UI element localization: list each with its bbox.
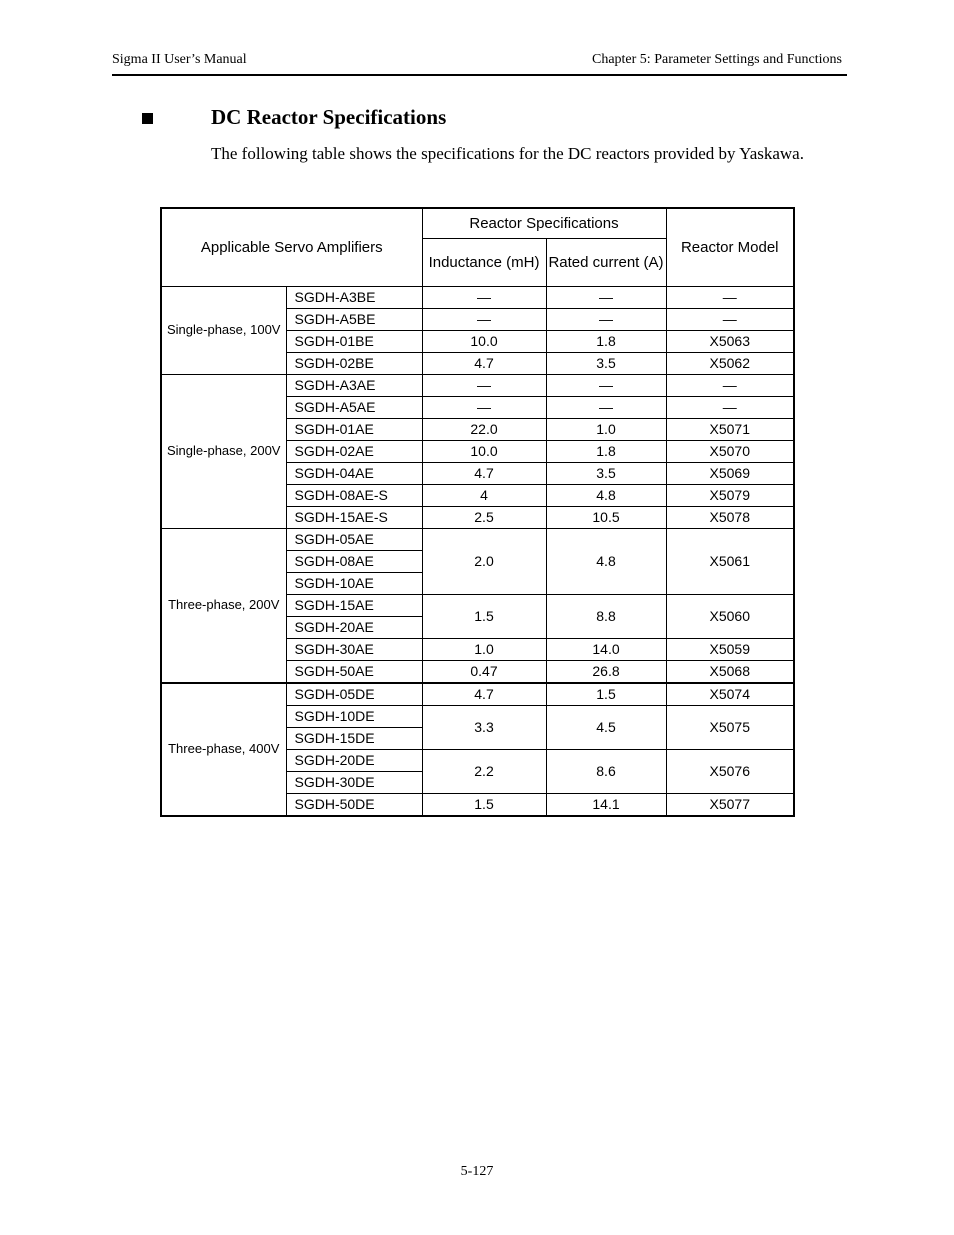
reactor-model-cell: X5070 <box>666 440 794 462</box>
table-row-model: SGDH-30DE <box>286 771 422 793</box>
inductance-cell: 3.3 <box>422 705 546 749</box>
reactor-model-cell: X5061 <box>666 528 794 594</box>
rated-current-cell: 3.5 <box>546 462 666 484</box>
table-row-model: SGDH-15DE <box>286 727 422 749</box>
table-row-model: SGDH-10DE <box>286 705 422 727</box>
table-row-model: SGDH-15AE-S <box>286 506 422 528</box>
phase-label: Single-phase, 100V <box>161 286 286 374</box>
square-bullet-icon <box>142 113 153 124</box>
reactor-model-cell: X5069 <box>666 462 794 484</box>
rated-current-cell: — <box>546 286 666 308</box>
dc-reactor-spec-table <box>160 207 795 817</box>
table-row-model: SGDH-30AE <box>286 638 422 660</box>
table-row-model: SGDH-20DE <box>286 749 422 771</box>
rated-current-cell: 4.8 <box>546 484 666 506</box>
reactor-model-cell: X5060 <box>666 594 794 638</box>
table-row-model: SGDH-20AE <box>286 616 422 638</box>
inductance-cell: — <box>422 308 546 330</box>
reactor-model-cell: X5074 <box>666 683 794 706</box>
rated-current-cell: 3.5 <box>546 352 666 374</box>
table-row-model: SGDH-05DE <box>286 683 422 706</box>
header-rule <box>112 74 847 76</box>
reactor-model-cell: X5075 <box>666 705 794 749</box>
header-reactor-model: Reactor Model <box>666 208 794 286</box>
inductance-cell: 10.0 <box>422 440 546 462</box>
rated-current-cell: 4.8 <box>546 528 666 594</box>
inductance-cell: — <box>422 374 546 396</box>
rated-current-cell: 8.8 <box>546 594 666 638</box>
inductance-cell: 10.0 <box>422 330 546 352</box>
rated-current-cell: 8.6 <box>546 749 666 793</box>
table-row-model: SGDH-10AE <box>286 572 422 594</box>
reactor-model-cell: X5068 <box>666 660 794 683</box>
table-row-model: SGDH-01AE <box>286 418 422 440</box>
rated-current-cell: 14.1 <box>546 793 666 816</box>
phase-label: Three-phase, 400V <box>161 683 286 816</box>
section-title: DC Reactor Specifications <box>211 105 447 129</box>
page-number: 5-127 <box>460 1164 494 1179</box>
rated-current-cell: 14.0 <box>546 638 666 660</box>
rated-current-cell: 4.5 <box>546 705 666 749</box>
rated-current-cell: 1.5 <box>546 683 666 706</box>
reactor-model-cell: X5062 <box>666 352 794 374</box>
rated-current-cell: 1.8 <box>546 330 666 352</box>
table-row-model: SGDH-A5BE <box>286 308 422 330</box>
inductance-cell: 1.5 <box>422 793 546 816</box>
rated-current-cell: 26.8 <box>546 660 666 683</box>
header-inductance: Inductance (mH) <box>422 238 546 286</box>
reactor-model-cell: — <box>666 374 794 396</box>
reactor-model-cell: X5071 <box>666 418 794 440</box>
inductance-cell: 0.47 <box>422 660 546 683</box>
table-row-model: SGDH-08AE <box>286 550 422 572</box>
inductance-cell: 1.0 <box>422 638 546 660</box>
reactor-model-cell: — <box>666 308 794 330</box>
phase-label: Single-phase, 200V <box>161 374 286 528</box>
rated-current-cell: — <box>546 374 666 396</box>
table-row-model: SGDH-01BE <box>286 330 422 352</box>
inductance-cell: — <box>422 286 546 308</box>
reactor-model-cell: X5063 <box>666 330 794 352</box>
inductance-cell: 4.7 <box>422 462 546 484</box>
rated-current-cell: 10.5 <box>546 506 666 528</box>
inductance-cell: 4.7 <box>422 683 546 706</box>
header-reactor-specifications: Reactor Specifications <box>422 208 666 238</box>
running-header-left: Sigma II User’s Manual <box>112 52 247 67</box>
inductance-cell: 1.5 <box>422 594 546 638</box>
reactor-model-cell: X5076 <box>666 749 794 793</box>
reactor-model-cell: X5078 <box>666 506 794 528</box>
rated-current-cell: — <box>546 308 666 330</box>
table-row-model: SGDH-50AE <box>286 660 422 683</box>
table-row-model: SGDH-A3AE <box>286 374 422 396</box>
rated-current-cell: — <box>546 396 666 418</box>
reactor-model-cell: — <box>666 396 794 418</box>
rated-current-cell: 1.8 <box>546 440 666 462</box>
table-row-model: SGDH-05AE <box>286 528 422 550</box>
table-row-model: SGDH-02BE <box>286 352 422 374</box>
table-row-model: SGDH-02AE <box>286 440 422 462</box>
reactor-model-cell: X5077 <box>666 793 794 816</box>
inductance-cell: 2.2 <box>422 749 546 793</box>
phase-label: Three-phase, 200V <box>161 528 286 683</box>
table-row-model: SGDH-15AE <box>286 594 422 616</box>
inductance-cell: 4.7 <box>422 352 546 374</box>
reactor-model-cell: X5059 <box>666 638 794 660</box>
inductance-cell: 4 <box>422 484 546 506</box>
reactor-model-cell: X5079 <box>666 484 794 506</box>
table-row-model: SGDH-A5AE <box>286 396 422 418</box>
intro-paragraph: The following table shows the specifications for the DC reactors provided by Yaskawa. <box>211 144 804 163</box>
inductance-cell: — <box>422 396 546 418</box>
inductance-cell: 22.0 <box>422 418 546 440</box>
inductance-cell: 2.5 <box>422 506 546 528</box>
running-header-right: Chapter 5: Parameter Settings and Functions <box>591 52 842 67</box>
inductance-cell: 2.0 <box>422 528 546 594</box>
table-row-model: SGDH-08AE-S <box>286 484 422 506</box>
rated-current-cell: 1.0 <box>546 418 666 440</box>
header-rated-current: Rated current (A) <box>546 238 666 286</box>
table-row-model: SGDH-04AE <box>286 462 422 484</box>
table-row-model: SGDH-A3BE <box>286 286 422 308</box>
table-row-model: SGDH-50DE <box>286 793 422 816</box>
reactor-model-cell: — <box>666 286 794 308</box>
header-applicable-servo-amplifiers: Applicable Servo Amplifiers <box>161 208 422 286</box>
